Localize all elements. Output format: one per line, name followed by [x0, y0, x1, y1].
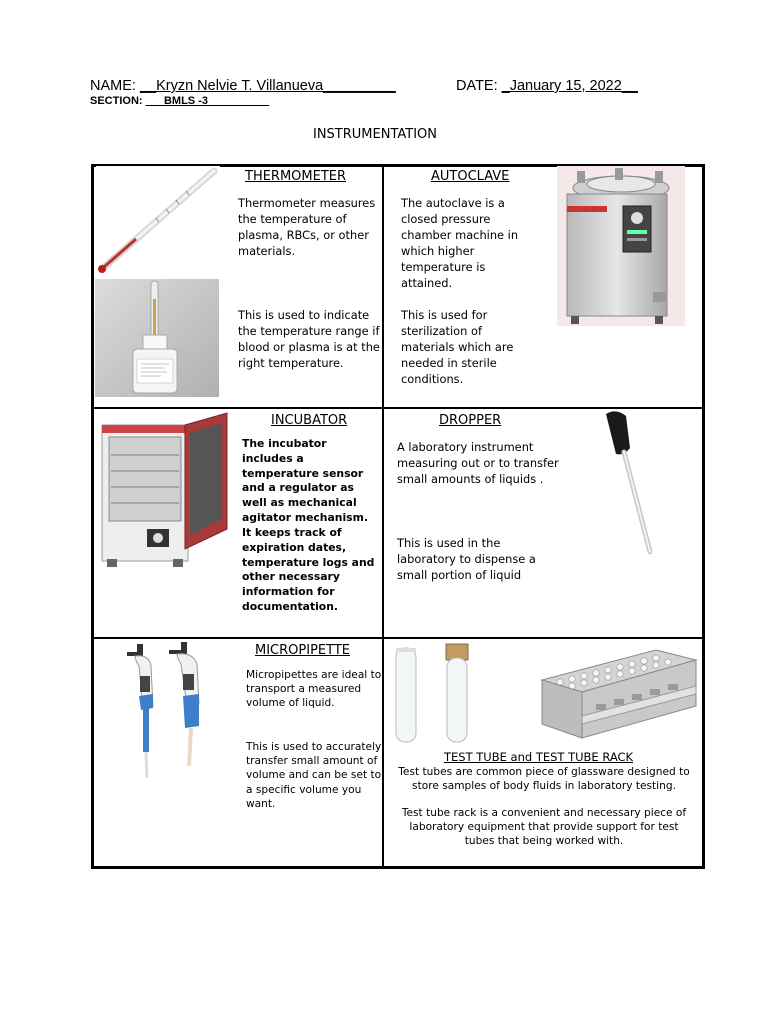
- date-line: [456, 78, 638, 94]
- page-title: INSTRUMENTATION: [313, 127, 438, 142]
- autoclave-description: The autoclave is a closed pressure chamber machine in which higher temperature is attained.: [401, 196, 519, 290]
- micropipette-heading: MICROPIPETTE: [255, 643, 350, 658]
- thermometer-bottle-image: [95, 279, 219, 397]
- test-tube-description: Test tubes are common piece of glassware designed to store samples of body fluids in laboratory testing.: [398, 766, 690, 793]
- thermometer-image: [96, 166, 220, 278]
- table-row-divider: [91, 637, 705, 639]
- section-label: SECTION:: [90, 95, 143, 107]
- incubator-usage: It keeps track of expiration dates, temperature logs and other necessary information for documentation.: [242, 526, 375, 613]
- dropper-description: A laboratory instrument measuring out or to transfer small amounts of liquids .: [397, 440, 559, 486]
- test-tube-rack-image: [538, 644, 700, 744]
- test-tube-image: [390, 640, 476, 746]
- name-value: __Kryzn Nelvie T. Villanueva_________: [139, 78, 396, 94]
- incubator-image: [97, 411, 233, 569]
- dropper-usage: This is used in the laboratory to dispense a small portion of liquid: [397, 536, 536, 582]
- section-line: [90, 95, 269, 107]
- table-row-divider: [91, 407, 705, 409]
- micropipette-description: Micropipettes are ideal to transport a measured volume of liquid.: [246, 669, 382, 710]
- date-value: _January 15, 2022__: [501, 78, 638, 94]
- micropipette-usage: This is used to accurately transfer small amount of volume and can be set to a specific volume you want.: [246, 741, 382, 810]
- test-tube-heading: TEST TUBE and TEST TUBE RACK: [444, 750, 634, 764]
- incubator-description: The incubator includes a temperature sensor and a regulator as well as mechanical agitator mechanism.: [242, 437, 368, 524]
- incubator-heading: INCUBATOR: [271, 413, 348, 428]
- name-line: [90, 78, 396, 94]
- autoclave-usage: This is used for sterilization of materials which are needed in sterile conditions.: [401, 308, 514, 386]
- thermometer-heading: THERMOMETER: [245, 169, 347, 184]
- test-tube-rack-description: Test tube rack is a convenient and necessary piece of laboratory equipment that provide support for test tubes that being worked with.: [401, 807, 687, 848]
- dropper-image: [598, 410, 660, 558]
- table-column-divider: [382, 164, 384, 869]
- date-label: DATE:: [456, 78, 498, 94]
- thermometer-description: Thermometer measures the temperature of plasma, RBCs, or other materials.: [238, 196, 376, 258]
- autoclave-image: [557, 166, 685, 326]
- dropper-heading: DROPPER: [439, 413, 502, 428]
- micropipette-image: [117, 640, 217, 782]
- thermometer-usage: This is used to indicate the temperature range if blood or plasma is at the right temperature.: [238, 308, 380, 370]
- autoclave-heading: AUTOCLAVE: [431, 169, 510, 184]
- name-label: NAME:: [90, 78, 136, 94]
- section-value: ___BMLS -3__________: [145, 95, 270, 107]
